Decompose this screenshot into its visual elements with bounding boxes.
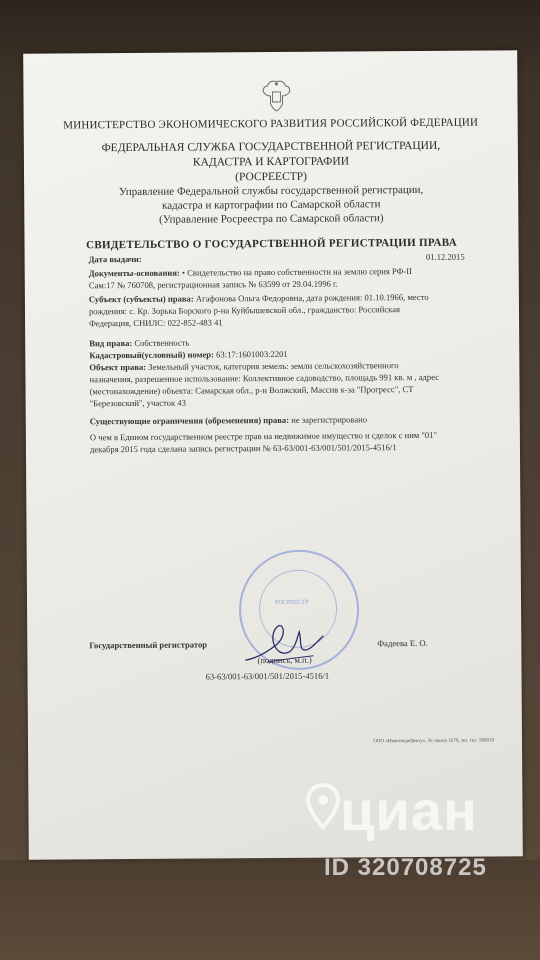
ministry-name: МИНИСТЕРСТВО ЭКОНОМИЧЕСКОГО РАЗВИТИЯ РОССИЙСКОЙ ФЕДЕРАЦИИ xyxy=(63,116,479,132)
restrictions-value: не зарегистрировано xyxy=(291,414,368,425)
service-name-line-2: КАДАСТРА И КАРТОГРАФИИ xyxy=(192,155,350,169)
cadastral-number-label: Кадастровый(условный) номер: xyxy=(89,349,214,361)
restrictions xyxy=(90,412,496,427)
object-line-4: "Березовский", участок 43 xyxy=(89,397,186,409)
certificate-title: СВИДЕТЕЛЬСТВО О ГОСУДАРСТВЕННОЙ РЕГИСТРАЦИИ ПРАВА xyxy=(86,236,457,252)
issue-date-label: Дата выдачи: xyxy=(88,253,142,265)
registrar-label: Государственный регистратор xyxy=(89,639,208,651)
subject-line-3: Федерация, СНИЛС: 022-852-483 41 xyxy=(89,317,223,329)
record-line-1: О чем в Едином государственном реестре прав на недвижимое имущество и сделок с ним "01" xyxy=(89,429,438,443)
documents-basis-line-1: • Свидетельство на право собственности на землю серия РФ-II xyxy=(181,266,413,278)
service-name-line-3: (РОСРЕЕСТР) xyxy=(235,170,308,184)
restrictions-label: Существующие ограничения (обременения) права: xyxy=(89,414,290,427)
service-name-line-1: ФЕДЕРАЛЬНАЯ СЛУЖБА ГОСУДАРСТВЕННОЙ РЕГИСТРАЦИИ, xyxy=(101,139,441,155)
subject-line-1: Агафонова Ольга Федоровна, дата рождения: 01.10.1966, место xyxy=(195,291,429,304)
printer-info: ООО «Ивантекрефекту», № заказа 1679, экз. тел. 509019 xyxy=(373,738,495,745)
office-name-line-3: (Управление Росреестра по Самарской области) xyxy=(159,212,384,226)
object-line-3: (местонахождение) объекта: Самарская обл., р-н Волжский, Массив к-за "Прогресс", СТ xyxy=(89,384,414,397)
record-line-2: декабря 2015 года сделана запись регистрации № 63-63/001-63/001/501/2015-4516/1 xyxy=(89,442,397,455)
watermark-brand: циан xyxy=(340,779,478,842)
location-pin-icon xyxy=(306,783,340,835)
signature-record-number: 63-63/001-63/001/501/2015-4516/1 xyxy=(205,670,330,682)
right-type-value: Собственность xyxy=(134,337,190,348)
documents-basis-label: Документы-основания: xyxy=(88,267,180,279)
signature-hint: (подпись, м.п.) xyxy=(257,654,312,666)
coat-of-arms-icon xyxy=(260,78,292,114)
cadastral-number-value: 63:17:1601003:2201 xyxy=(216,348,288,360)
subject-label: Субъект (субъекты) права: xyxy=(88,293,194,305)
object-line-2: назначения, разрешенное использование: Коллективное садоводство, площадь 991 кв. м , адрес xyxy=(89,371,440,385)
right-type xyxy=(89,337,189,350)
office-name-line-2: кадастра и картографии по Самарской области xyxy=(161,198,381,212)
registrar-name: Фадеева Е. О. xyxy=(377,637,428,649)
stamp-text: РОСРЕЕСТР xyxy=(275,599,309,606)
object-line-1: Земельный участок, категория земель: земли сельскохозяйственного xyxy=(148,360,399,372)
office-name-line-1: Управление Федеральной службы государственной регистрации, xyxy=(118,183,424,199)
watermark-id: ID 320708725 xyxy=(324,854,487,881)
issue-date-value: 01.12.2015 xyxy=(425,251,465,262)
documents-basis-line-2: Сам:17 № 760708, регистрационная запись № 63599 от 29.04.1996 г. xyxy=(88,278,338,291)
certificate-document xyxy=(23,50,523,859)
subject-line-2: рождения: с. Кр. Зорька Борского р-на Куйбышевской обл., гражданство: Российская xyxy=(88,304,400,317)
object-label: Объект права: xyxy=(89,361,147,373)
right-type-label: Вид права: xyxy=(89,337,133,349)
